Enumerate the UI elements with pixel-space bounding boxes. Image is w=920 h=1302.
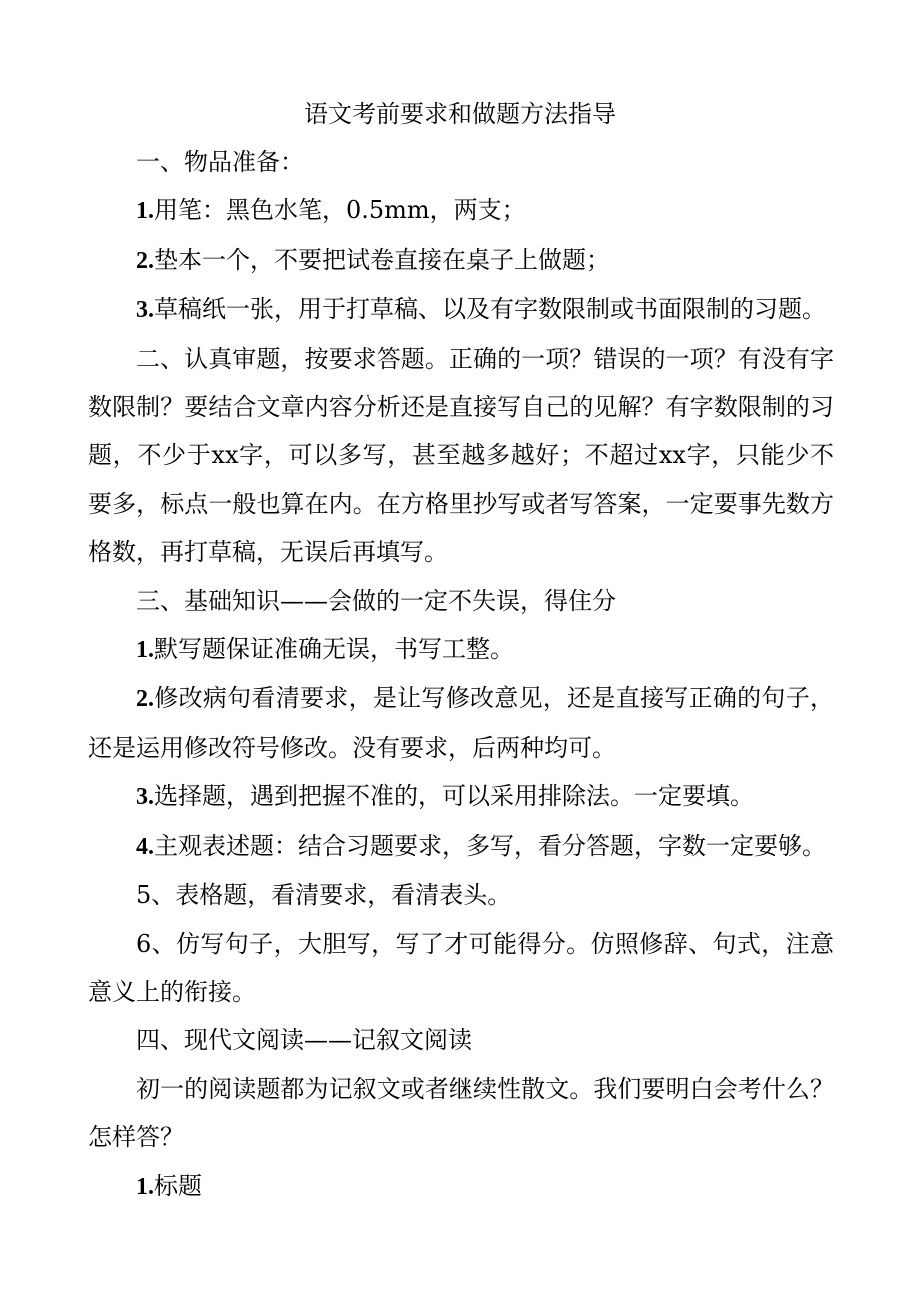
list-item xyxy=(88,1162,834,1211)
item-number: 3. xyxy=(136,784,154,811)
section-paragraph-read-carefully xyxy=(88,335,834,577)
list-item xyxy=(88,920,834,1017)
list-item xyxy=(88,674,834,772)
list-item xyxy=(88,285,834,334)
paragraph-text: 默写题保证准确无误，书写工整。 xyxy=(154,635,514,664)
item-number: 1. xyxy=(136,637,154,664)
paragraph-text: 一、物品准备： xyxy=(136,148,304,176)
paragraph-text: 标题 xyxy=(154,1171,202,1200)
paragraph-text: 垫本一个，不要把试卷直接在桌子上做题； xyxy=(154,245,610,274)
paragraph-text: 四、现代文阅读——记叙文阅读 xyxy=(136,1026,472,1055)
list-item xyxy=(88,772,834,821)
section-heading-basics xyxy=(88,577,834,625)
item-number: 2. xyxy=(136,686,154,713)
list-item xyxy=(88,822,834,871)
list-item xyxy=(88,871,834,919)
item-number: 4. xyxy=(136,833,154,860)
body-paragraph xyxy=(88,1065,834,1162)
paragraph-text: 6、仿写句子，大胆写，写了才可能得分。仿照修辞、句式，注意意义上的衔接。 xyxy=(88,929,834,1006)
paragraph-text: 修改病句看清要求，是让写修改意见，还是直接写正确的句子，还是运用修改符号修改。没有要求，后两种均可。 xyxy=(88,684,834,762)
paragraph-text: 用笔：黑色水笔，0.5mm，两支； xyxy=(154,196,526,225)
paragraph-text: 三、基础知识——会做的一定不失误，得住分 xyxy=(136,586,616,615)
list-item xyxy=(88,625,834,674)
item-number: 1. xyxy=(136,198,154,225)
document-body xyxy=(88,138,834,1211)
item-number: 2. xyxy=(136,247,154,274)
section-heading-materials xyxy=(88,138,834,186)
paragraph-text: 草稿纸一张，用于打草稿、以及有字数限制或书面限制的习题。 xyxy=(154,295,826,324)
paragraph-text: 5、表格题，看清要求，看清表头。 xyxy=(136,881,512,910)
document-title: 语文考前要求和做题方法指导 xyxy=(304,100,616,128)
section-heading-reading xyxy=(88,1016,834,1064)
paragraph-text: 选择题，遇到把握不准的，可以采用排除法。一定要填。 xyxy=(154,782,754,811)
paragraph-text: 主观表述题：结合习题要求，多写，看分答题，字数一定要够。 xyxy=(154,831,826,860)
item-number: 3. xyxy=(136,297,154,324)
item-number: 1. xyxy=(136,1173,154,1200)
list-item xyxy=(88,186,834,235)
list-item xyxy=(88,236,834,285)
paragraph-text: 初一的阅读题都为记叙文或者继续性散文。我们要明白会考什么？怎样答？ xyxy=(88,1074,834,1152)
paragraph-text: 二、认真审题，按要求答题。正确的一项？错误的一项？有没有字数限制？要结合文章内容分析还是直接写自己的见解？有字数限制的习题，不少于xx字，可以多写，甚至越多越好；不超过xx字，只能少不要多，标点一般也算在内。在方格里抄写或者写答案，一定要事先数方格数，再打草稿，无误后再填写。 xyxy=(88,344,834,567)
